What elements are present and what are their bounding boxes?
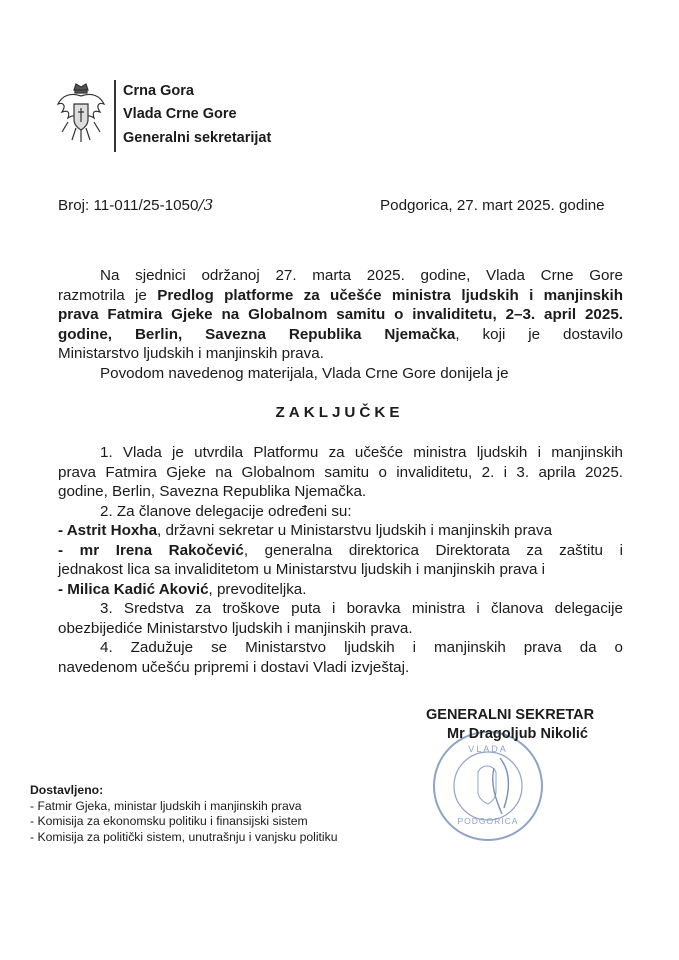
distribution-list — [30, 783, 338, 845]
conclusion-line: godine, Berlin, Savezna Republika Njemačka. — [58, 483, 367, 500]
conclusion-line: jednakost lica sa invaliditetom u Ministarstvu ljudskih i manjinskih prava i — [58, 561, 546, 578]
stamp-text-bottom: PODGORICA — [457, 816, 519, 826]
distribution-item: - Fatmir Gjeka, ministar ljudskih i manjinskih prava — [30, 798, 302, 813]
conclusion-line: 4. Zadužuje se Ministarstvo ljudskih i manjinskih prava da o — [100, 639, 623, 656]
conclusion-line: navedenom učešću pripremi i dostavi Vladi izvještaj. — [58, 658, 410, 676]
signatory-name: Mr Dragoljub Nikolić — [447, 726, 588, 742]
official-stamp — [430, 728, 546, 844]
stamp-text-top: VLADA — [468, 744, 508, 754]
document-number: Broj: 11-011/25-1050/3 — [58, 196, 214, 214]
place-date: Podgorica, 27. mart 2025. godine — [380, 197, 605, 214]
intro-paragraph — [58, 266, 623, 383]
signatory-title: GENERALNI SEKRETAR — [426, 707, 595, 723]
distribution-item: - Komisija za ekonomsku politiku i finansijski sistem — [30, 814, 308, 828]
intro-line: Na sjednici održanoj 27. marta 2025. godine, Vlada Crne Gore — [100, 267, 623, 284]
conclusion-line: 2. Za članove delegacije određeni su: — [100, 502, 352, 520]
conclusions-heading: ZAKLJUČKE — [275, 404, 404, 421]
conclusion-line: 1. Vlada je utvrdila Platformu za učešće ministra ljudskih i manjinskih — [100, 444, 623, 461]
delegate-1: - Astrit Hoxha, državni sekretar u Ministarstvu ljudskih i manjinskih prava — [58, 522, 553, 539]
conclusion-line: prava Fatmira Gjeke na Globalnom samitu o invaliditetu, 2. i 3. aprila 2025. — [58, 463, 623, 481]
delegate-3: - Milica Kadić Aković, prevoditeljka. — [58, 580, 307, 598]
intro-line: godine, Berlin, Savezna Republika Njemačka, koji je dostavilo — [58, 325, 623, 343]
header-country: Crna Gora — [123, 83, 194, 99]
intro-line: Ministarstvo ljudskih i manjinskih prava. — [58, 345, 324, 362]
intro-line: razmotrila je Predlog platforme za učešće ministra ljudskih i manjinskih — [58, 286, 623, 304]
header-divider — [114, 80, 116, 152]
header-secretariat: Generalni sekretarijat — [123, 130, 272, 146]
intro-line: prava Fatmira Gjeke na Globalnom samitu o invaliditetu, 2–3. april 2025. — [58, 306, 623, 323]
distribution-label: Dostavljeno: — [30, 783, 104, 797]
header-government: Vlada Crne Gore — [123, 106, 237, 122]
conclusion-line: 3. Sredstva za troškove puta i boravka ministra i članova delegacije — [100, 600, 623, 617]
distribution-item: - Komisija za politički sistem, unutrašnju i vanjsku politiku — [30, 829, 338, 844]
coat-of-arms-icon — [56, 82, 106, 152]
conclusion-line: obezbijediće Ministarstvo ljudskih i manjinskih prava. — [58, 619, 413, 637]
intro-line: Povodom navedenog materijala, Vlada Crne Gore donijela je — [100, 364, 509, 382]
delegate-2: - mr Irena Rakočević, generalna direktorica Direktorata za zaštitu i — [58, 541, 623, 559]
handwritten-number: /3 — [198, 196, 214, 214]
conclusions-body — [58, 443, 623, 677]
